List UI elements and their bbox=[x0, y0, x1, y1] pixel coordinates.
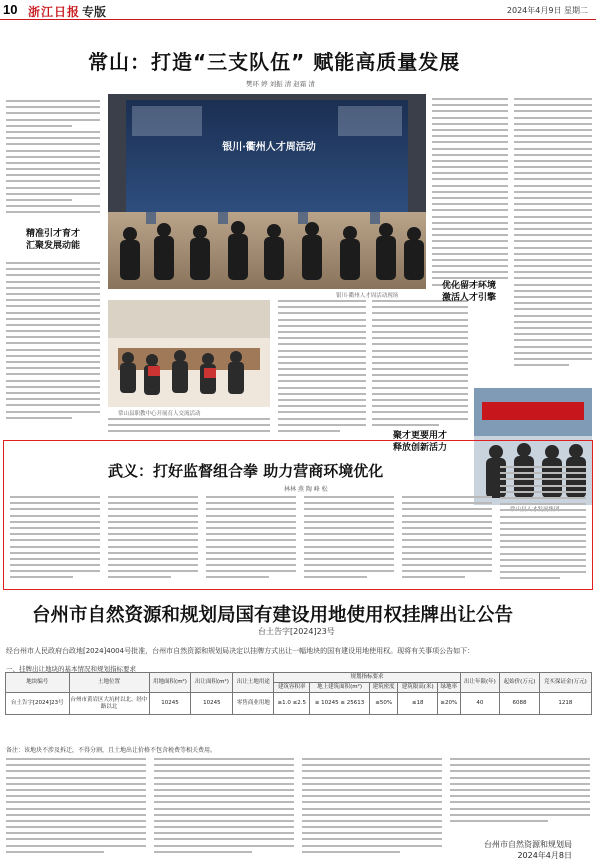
subhead-3-line: 释放创新活力 bbox=[392, 443, 447, 453]
notice-column-1 bbox=[6, 758, 146, 857]
subhead-2 bbox=[430, 280, 508, 304]
article-column-2 bbox=[108, 418, 270, 437]
table-row bbox=[6, 693, 592, 715]
article-column-4b bbox=[432, 98, 508, 290]
article-column-1a bbox=[6, 100, 100, 218]
land-parcel-table bbox=[5, 672, 592, 715]
page-header bbox=[0, 0, 596, 20]
article-column-3 bbox=[278, 300, 366, 436]
article-column-1b bbox=[6, 262, 100, 423]
notice-code: 台土告字[2024]23号 bbox=[258, 627, 335, 636]
box-column-3 bbox=[206, 496, 296, 583]
notice-column-3 bbox=[302, 758, 442, 857]
th-area: 用地面积(m²) bbox=[149, 673, 191, 693]
article-column-4a bbox=[372, 300, 468, 430]
notice-column-2 bbox=[154, 758, 294, 857]
cell-code: 台土告字[2024]23号 bbox=[6, 693, 70, 715]
th-location: 土地位置 bbox=[69, 673, 149, 693]
page-number: 10 bbox=[3, 2, 18, 17]
th-far: 建筑容积率 bbox=[274, 683, 310, 693]
box-column-6 bbox=[500, 466, 586, 584]
stage-sign-text: 银川·衢州人才周活动 bbox=[222, 142, 316, 153]
article-column-5 bbox=[514, 98, 592, 370]
issue-date: 2024年4月9日 星期二 bbox=[506, 6, 588, 15]
main-article-byline: 樊环 婷 刘振 清 赵霜 清 bbox=[246, 80, 315, 88]
event-photo-image bbox=[108, 94, 426, 289]
newspaper-name: 浙江日报 bbox=[28, 5, 81, 19]
photo-2-caption: 常山县职教中心开展育人交流活动 bbox=[118, 411, 201, 417]
cell-start-price: 6088 bbox=[500, 693, 540, 715]
subhead-3-line: 聚才更要用才 bbox=[392, 431, 447, 441]
cell-use: 零售商业用地 bbox=[233, 693, 274, 715]
th-sell-area: 出让面积(m²) bbox=[191, 673, 233, 693]
table-caption: 一、挂牌出让地块的基本情况和规划指标要求 bbox=[6, 665, 136, 673]
notice-title: 台州市自然资源和规划局国有建设用地使用权挂牌出让公告 bbox=[32, 605, 514, 626]
subhead-1 bbox=[6, 228, 100, 252]
cell-far: ≥1.0 ≤2.5 bbox=[274, 693, 310, 715]
subhead-1-line: 精准引才育才 bbox=[25, 229, 80, 239]
photo-main-caption: 银川·衢州人才周活动现场 bbox=[336, 293, 399, 299]
subhead-2-line: 激活人才引擎 bbox=[441, 293, 496, 303]
box-column-5 bbox=[402, 496, 492, 583]
subhead-2-line: 优化留才环境 bbox=[441, 281, 496, 291]
table-note: 备注：该地块不涉及拆迁，不得分割，且土地出让价格不包含税费等相关费用。 bbox=[6, 747, 217, 754]
cell-green: ≥20% bbox=[438, 693, 461, 715]
box-column-1 bbox=[10, 496, 100, 583]
notice-date: 2024年4月8日 bbox=[517, 851, 572, 860]
notice-intro: 经台州市人民政府台政地[2024]4004号批准，台州市自然资源和规划局决定以挂牌方式出让一幅地块的国有建设用地使用权。现将有关事项公告如下： bbox=[6, 647, 475, 655]
th-code: 地块编号 bbox=[6, 673, 70, 693]
th-use: 出让土地用途 bbox=[233, 673, 274, 693]
cell-deposit: 1218 bbox=[539, 693, 591, 715]
notice-signature bbox=[484, 839, 572, 861]
th-planning: 规划指标要求 bbox=[274, 673, 460, 683]
wuyi-article-byline: 林林 燕 陶 峰 松 bbox=[284, 486, 328, 493]
th-gfa: 地上建筑面积(m²) bbox=[310, 683, 370, 693]
section-name: 专版 bbox=[82, 5, 107, 19]
cell-height: ≤18 bbox=[398, 693, 438, 715]
notice-column-4 bbox=[450, 758, 590, 826]
cell-sell-area: 10245 bbox=[191, 693, 233, 715]
photo-talent-week-event bbox=[108, 94, 426, 289]
subhead-1-line: 汇聚发展动能 bbox=[25, 241, 80, 251]
photo-school-exchange bbox=[108, 300, 270, 407]
cell-area: 10245 bbox=[149, 693, 191, 715]
box-column-4 bbox=[304, 496, 394, 583]
cell-gfa: ≥ 10245 ≤ 25613 bbox=[310, 693, 370, 715]
th-years: 出让年限(年) bbox=[460, 673, 500, 693]
cell-location: 台州市黄岩区大坑村以北、经中路以北 bbox=[69, 693, 149, 715]
th-height: 建筑限高(米) bbox=[398, 683, 438, 693]
school-photo-image bbox=[108, 300, 270, 407]
th-green: 绿地率 bbox=[438, 683, 461, 693]
th-deposit: 竞买保证金(万元) bbox=[539, 673, 591, 693]
th-start-price: 起始价(万元) bbox=[500, 673, 540, 693]
notice-org: 台州市自然资源和规划局 bbox=[484, 840, 572, 849]
th-density: 建筑密度 bbox=[369, 683, 397, 693]
cell-density: ≤50% bbox=[369, 693, 397, 715]
wuyi-article-title: 武义：打好监督组合拳 助力营商环境优化 bbox=[108, 462, 384, 480]
main-article-title: 常山：打造“三支队伍” 赋能高质量发展 bbox=[88, 50, 461, 74]
cell-years: 40 bbox=[460, 693, 500, 715]
box-column-2 bbox=[108, 496, 198, 583]
